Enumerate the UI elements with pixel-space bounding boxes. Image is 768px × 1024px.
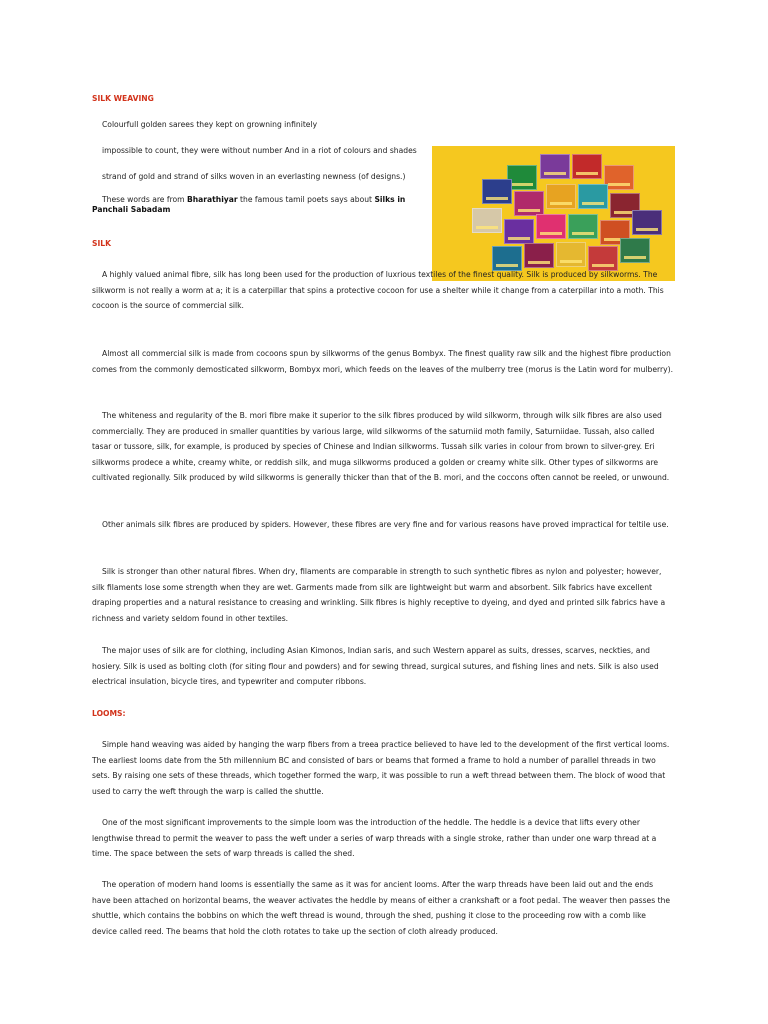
saree-tile <box>472 208 502 233</box>
saree-tile <box>540 154 570 179</box>
saree-tile <box>604 165 634 190</box>
looms-paragraph-1: Simple hand weaving was aided by hanging the warp fibers from a treea practice believed to have led to the development of the first vertical looms. The earliest looms date from the 5th millennium BC and consisted of bars or beams that formed a frame to hold a number of parallel threads in two sets. By raising one sets of these threads, which together formed the warp, it was possible to run a weft thread between them. The block of wood that used to carry the weft through the warp is called the shuttle. <box>92 740 670 796</box>
quote-mid: the famous tamil poets says about <box>237 195 375 204</box>
saree-tile <box>632 210 662 235</box>
quote-pre: These words are from <box>102 195 187 204</box>
silk-weaving-heading: SILK WEAVING <box>92 94 154 103</box>
silk-paragraph-2: Almost all commercial silk is made from cocoons spun by silkworms of the genus Bombyx. The finest quality raw silk and the highest fibre production comes from the commonly demosticated silkworm, Bombyx mori, which feeds on the leaves of the mulberry tree (morus is the Latin word for mulberry). <box>92 349 674 374</box>
bharathiyar-quote <box>92 195 422 215</box>
saree-tile <box>514 191 544 216</box>
saree-tile <box>572 154 602 179</box>
silk-paragraph-6: The major uses of silk are for clothing, including Asian Kimonos, Indian saris, and such Western apparel as suits, dresses, scarves, neckties, and hosiery. Silk is used as bolting cloth (for siting flour and powders) and for sewing thread, surgical sutures, and fishing lines and nets. Silk is also used electrical insulation, bicycle tires, and typewriter and computer ribbons. <box>92 646 659 687</box>
silk-paragraph-5: Silk is stronger than other natural fibres. When dry, filaments are comparable in strength to such synthetic fibres as nylon and polyester; however, silk filaments lose some strength when they are wet. Garments made from silk are lightweight but warm and absorbent. Silk fabrics have excellent draping properties and a natural resistance to creasing and wrinkling. Silk fibres is highly receptive to dyeing, and dyed and printed silk fabrics have a richness and variety seldom found in other textiles. <box>92 567 666 623</box>
looms-paragraph-3: The operation of modern hand looms is essentially the same as it was for ancient looms. After the warp threads have been laid out and the ends have been attached on horizontal beams, the weaver activates the heddle by means of either a crankshaft or a foot pedal. The weaver then passes the shuttle, which contains the bobbins on which the weft thread is wound, through the shed, pushing it close to the proceeding row with a comb like device called reed. The beams that hold the cloth rotates to take up the section of cloth already produced. <box>92 880 671 936</box>
silk-heading: SILK <box>92 239 112 248</box>
poem-line-2: impossible to count, they were without number And in a riot of colours and shades <box>102 146 417 155</box>
poem-line-1: Colourfull golden sarees they kept on growning infinitely <box>102 120 318 129</box>
silk-paragraph-3: The whiteness and regularity of the B. mori fibre make it superior to the silk fibres produced by wild silkworm, through wilk silk fibres are also used commercially. They are produced in smaller quantities by various large, wild silkworms of the saturniid moth family, Saturniidae. Tussah, also called tasar or tussore, silk, for example, is produced by species of Chinese and Indian silkworms. Tussah silk varies in colour from brown to silver-grey. Eri silkworms prodece a white, creamy white, or reddish silk, and muga silkworms produced a golden or creamy white silk. Other types of silkworms are cultivated regionally. Silk produced by wild silkworms is generally thicker than that of the B. mori, and the coccons often cannot be reeled, or unwound. <box>92 411 670 483</box>
silk-paragraph-4: Other animals silk fibres are produced by spiders. However, these fibres are very fine and for various reasons have proved impractical for teltile use. <box>102 520 669 529</box>
quote-author: Bharathiyar <box>186 195 238 204</box>
looms-paragraph-2: One of the most significant improvements to the simple loom was the introduction of the heddle. The heddle is a device that lifts every other lengthwise thread to permit the weaver to pass the weft under a series of warp threads with a single stroke, rather than under one warp thread at a time. The space between the sets of warp threads is called the shed. <box>92 818 657 859</box>
looms-heading: LOOMS: <box>92 709 126 718</box>
silk-sarees-image <box>432 146 675 281</box>
poem-line-3: strand of gold and strand of silks woven in an everlasting newness (of designs.) <box>102 172 406 181</box>
silk-paragraph-1: A highly valued animal fibre, silk has long been used for the production of luxrious textiles of the finest quality. Silk is produced by silkworms. The silkworm is not really a worm at a; it is a caterpillar that spins a protective cocoon for use a shelter while it change from a caterpillar into a moth. This cocoon is the source of commercial silk. <box>92 270 664 311</box>
quote-work: Silks in Panchali Sabadam <box>92 195 406 214</box>
saree-tile <box>578 184 608 209</box>
saree-tile <box>482 179 512 204</box>
saree-tile <box>546 184 576 209</box>
